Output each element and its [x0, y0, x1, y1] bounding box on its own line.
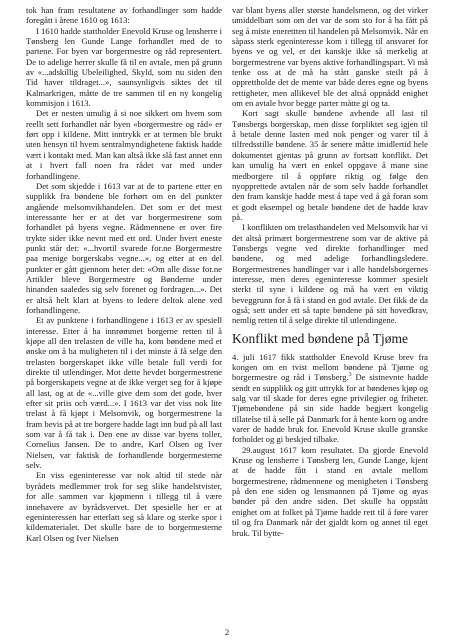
paragraph: I konflikten om trelasthandelen ved Melsomvik har vi det altså primært borgermestrene som var de aktive på Tønsbergs vegne ved direkte forhandlinger med bøndene, og med adelige forhandlingsledere. Borgermestrenes handlinger var i alle handelsborgernes interesse, men deres egeninteresse kommer spesielt sterkt til syne i kildene og må ha vært en viktig beveggrunn for å få i stand en god avtale. Det fikk de da også; sett under ett så tapte bøndene på sitt hovedkrav, nemlig retten til å selge direkte til utlendingene. [232, 222, 428, 326]
page-number: 2 [224, 627, 230, 637]
paragraph [232, 352, 428, 445]
paragraph: En viss egeninteresse var nok altid til stede når byrådets medlemmer trok for seg slike handelstvister, for alle sammen var kjøpmenn i tillegg til å være innehavere av byrådsvervet. Det spesielle her er at egeninteressen har etterlatt seg så klare og sterke spor i kildematerialet. Det skulle bare de to borgermesterne Karl Olsen og Iver Nielsen [26, 470, 222, 543]
paragraph-text: De sistnevnte hadde sendt en supplikk og gitt uttrykk for at bøndenes kjøp og salg var til skade for deres egne privilegier og friheter. Tjømebøndene på sin side hadde begjært kongelig tillatelse til å selle på Danmark for å hente korn og andre varer de hadde bruk for. Enevold Kruse skulle granske forholdet og gi beskjed tilbake. [232, 372, 429, 445]
section-heading: Konflikt med bøndene på Tjøme [232, 330, 408, 346]
paragraph: I 1610 hadde stattholder Enevold Kruse og lensherre i Tønsberg len Gunde Lange forhandlet med de to partene. For byen var borgermestre og råd representert. De to adelige herrer skulle få til en avtale, men på grunn av «...adskillig Ubeleilighed, Skyld, som nu siden den Tid haver tildraget...», saunsynligvis siktes det til Kalmarkrigen, måtte de tre sammen til en ny kongelig kommisjon i 1613. [26, 25, 222, 109]
paragraph: Det som skjedde i 1613 var at de to partene etter en supplikk fra bøndene ble forhørt om en del punkter angående melsomvikhandelen. Det som er det mest interessante her er at det var borgermestrene som forhandlet på byens vegne. Rådmennene er over fire trykte sider ikke nevnt med ett ord. Under hvert eneste punkt står det: «...hvortil svarede for.ne Borgermestre paa menige borgerskabs vegne...», og etter at en del punkter er gått gjennom heter det: «Om alle disse for.ne Artikler bleve Borgermestre og Bønderne under hinanden saaledes sig selv forenet og fordragen...». Det er altså helt klart at byens to ledere deltok alene ved forhandlingene. [26, 180, 222, 315]
paragraph: Kort sagt skulle bøndene avhende all last til Tønsbergs borgerskap, men disse forpliktet seg igjen til å betale denne lasten med nok penger og varer til å tilfredsstille bøndene. 35 år senere måtte imidlertid hele dokumentet gjentas på grunn av fortsatt konflikt. Det kan umulig ha vært en enkel oppgave å mane sine medborgere til å oppføre riktig og følge den nyopprettede avtalen når de som selv hadde forhandlet den fram kanskje hadde mest å tape ved å gå foran som et godt eksempel og betale bøndene det de hadde krav på. [232, 108, 428, 222]
footnote-marker[interactable]: 3 [348, 372, 352, 379]
paragraph: 29.august 1617 kom resultatet. Da gjorde Enevold Kruse og lensherre i Tønsberg len, Gunde Lange, kjent at de hadde fått i stand en avtale mellom borgermestrene, rådmennene og menigheten i Tønsberg på den ene siden og lensmannen på Tjøme og øyas bønder på den andre siden. Det skulle ha oppstått enighet om at folket på Tjøme hadde rett til å føre varer til og fra Danmark når det gjaldt korn og annet til eget bruk. Til bytte- [232, 444, 428, 538]
right-column [232, 5, 428, 640]
paragraph: Det er nesten umulig å si noe sikkert om hvem som reellt sett forhandlet når byen «borgermestre og råd» er ført opp i kildene. Mitt inntrykk er at termen ble brukt uten hensyn til hvem sentralmyndighetene faktisk hadde vært i kontakt med. Man kan altså ikke slå fast annet enn at i hvert fall noen fra rådet var med under forhandlingene. [26, 108, 222, 181]
paragraph: var blant byens aller største handelsmenn, og det virker umiddelbart som om det var de som sto for å ha fått på seg å miste enerettten til handelen på Melsomvik. Når en såpass sterk egeninteresse kom i tillegg til ansvaret for byens ve og vel, er det kanskje ikke så merkelig at borgermestrene var byens aktive forhandlingspart. Vi må tenke oss at de må ha stått ganske steilt på å opprettholde det de mente var både deres egne og byens rettigheter, men allikevel ble det altså oppnådd enighet om en avtale hvor begge parter måtte gi og ta. [232, 5, 428, 109]
paragraph: tok han fram resultatene av forhandlinger som hadde foregått i årene 1610 og 1613: [26, 5, 222, 26]
paragraph-text: 4. juli 1617 fikk stattholder Enevold Kruse brev fra kongen om en tvist mellom bøndene på Tjøme og borgermestre og råd i Tønsberg. [232, 351, 428, 383]
paragraph: Et av punktene i forhandlingene i 1613 er av spesiell interesse. Etter å ha innrømmet borgerne retten til å kjøpe all den trelasten de ville ha, kom bøndene med et ønske om å ha muligheten til i det minste å få selge den trelasten borgerskapet ikke ville betale full verdi for direkte til utlendinger. Mot dette hevdet borgermestrene på borgerskapets vegne at de ikke verget seg for å kjøpe all last, og at de «...ville give dem som det gode, hver efter sit priis och værd...». I 1613 var det viss nok lite trelast å få kjøpt i Melsomvik, og borgermestrene la fram bevis på at tre borgere hadde lagt inn bud på all last som var å få tak i. Den ene av disse var byens toller, Cornelius Jansen. De to andre, Karl Olsen og Iver Nielsen, var faktisk de forhandlende borgermesterne selv. [26, 315, 222, 471]
left-column [26, 5, 222, 640]
